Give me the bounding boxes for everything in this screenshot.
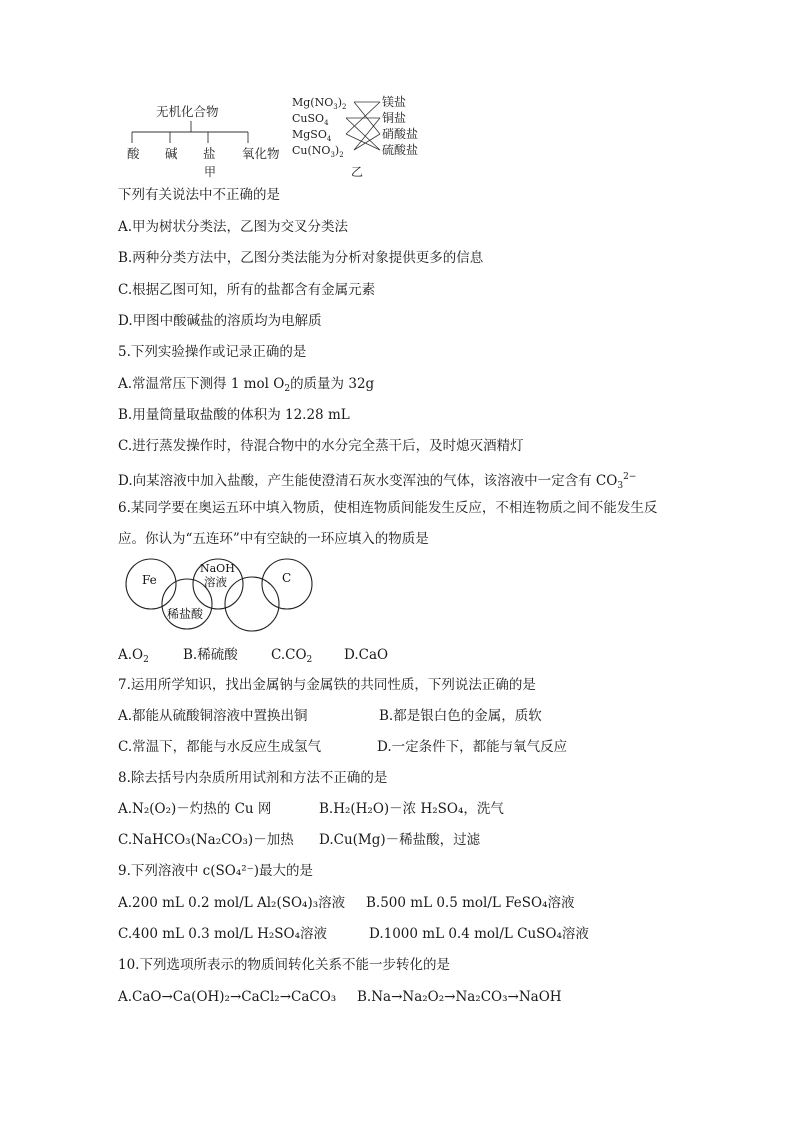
q5-stem: 5.下列实验操作或记录正确的是 [118,344,307,360]
q7-option-b: B.都是银白色的金属，质软 [379,708,542,724]
svg-text:CuSO4: CuSO$_4$ [292,112,329,127]
svg-text:Cu(NO3)2: $Cu(NO_3)_2$ [292,144,344,159]
tree-leaf-acid: 酸 [127,146,140,161]
cross-right-nitrate: 硝酸盐 [382,127,419,141]
q9-options-row2 [118,925,678,943]
q4-stem: 下列有关说法中不正确的是 [118,187,280,203]
q6-option-a: $A.O_2$ [118,647,149,665]
svg-text:MgSO4: MgSO$_4$ [292,128,332,143]
q9-options-row1 [118,894,678,912]
q4-option-b: B.两种分类方法中，乙图分类法能为分析对象提供更多的信息 [118,250,484,266]
tree-leaf-oxide: 氧化物 [242,146,280,161]
cross-left-item [292,96,346,111]
q8-option-c: C.NaHCO₃(Na₂CO₃)－加热 [118,832,294,848]
q10-options [118,988,678,1006]
q5-option-c: C.进行蒸发操作时，待混合物中的水分完全蒸干后，及时熄灭酒精灯 [118,438,524,454]
q6-option-b: B.稀硫酸 [183,647,238,663]
cross-left-item [292,112,329,127]
q7-option-d: D.一定条件下，都能与氧气反应 [377,739,568,755]
q9-option-d: D.1000 mL 0.4 mol/L CuSO₄溶液 [369,926,589,942]
q7-option-a: A.都能从硫酸铜溶液中置换出铜 [118,708,308,724]
tree-root: 无机化合物 [156,104,219,119]
q4-option-c: C.根据乙图可知，所有的盐都含有金属元素 [118,282,376,298]
tree-leaf-base: 碱 [165,146,178,161]
classification-figure [118,88,448,180]
ring-naoh-label-2: 溶液 [204,575,227,589]
ring-hcl-label: 稀盐酸 [167,607,204,621]
q9-option-b: B.500 mL 0.5 mol/L FeSO₄溶液 [366,895,575,911]
q9-option-c: C.400 mL 0.3 mol/L H₂SO₄溶液 [118,926,327,942]
q4-option-d: D.甲图中酸碱盐的溶质均为电解质 [118,313,322,329]
svg-text:Mg(NO3)2: $Mg(NO_3)_2$ [292,96,347,111]
cross-right-sulfate: 硫酸盐 [382,143,419,157]
q9-option-a: A.200 mL 0.2 mol/L Al₂(SO₄)₃溶液 [118,895,346,911]
cross-left-item [292,128,332,143]
q8-option-d: D.Cu(Mg)－稀盐酸，过滤 [319,832,481,848]
q4-option-a: A.甲为树状分类法，乙图为交叉分类法 [118,219,349,235]
q7-option-c: C.常温下，都能与水反应生成氢气 [118,739,322,755]
q8-options-row1 [118,800,678,818]
q5-option-b: B.用量筒量取盐酸的体积为 12.28 mL [118,407,350,423]
q6-stem-line2: 应。你认为“五连环”中有空缺的一环应填入的物质是 [118,531,429,547]
q8-option-a: A.N₂(O₂)－灼热的 Cu 网 [118,801,272,817]
olympic-rings-figure [122,556,322,638]
q10-stem: 10.下列选项所表示的物质间转化关系不能一步转化的是 [118,957,450,973]
tree-caption: 甲 [204,165,217,179]
q6-option-c: $C.CO_2$ [271,647,313,665]
q10-option-b: B.Na→Na₂O₂→Na₂CO₃→NaOH [357,989,562,1005]
q8-stem: 8.除去括号内杂质所用试剂和方法不正确的是 [118,770,388,786]
q6-stem-line1: 6.某同学要在奥运五环中填入物质，使相连物质间能发生反应，不相连物质之间不能发生反 [118,500,658,516]
cross-connectors [346,102,380,150]
cross-right-copper-salt: 铜盐 [382,111,407,125]
tree-leaf-salt: 盐 [203,146,216,161]
cross-right-magnesium-salt: 镁盐 [382,95,407,109]
q5-option-a: A.常温常压下测得 1 mol $O_2$的质量为 32g [118,376,375,394]
cross-caption: 乙 [351,165,364,179]
cross-left-item [292,144,344,159]
q8-option-b: B.H₂(H₂O)－浓 H₂SO₄，洗气 [319,801,504,817]
ring-fe-label: Fe [142,573,157,587]
q10-option-a: A.CaO→Ca(OH)₂→CaCl₂→CaCO₃ [118,989,337,1005]
q7-options-row1 [118,707,678,725]
q6-options [118,646,518,664]
q7-options-row2 [118,738,678,756]
ring-naoh-label-1: NaOH [200,562,235,575]
q5-option-d: D.向某溶液中加入盐酸，产生能使澄清石灰水变浑浊的气体，该溶液中一定含有 $CO_3^{2-}$ [118,472,637,491]
ring-c-label: C [282,571,292,585]
q6-option-d: D.CaO [344,647,389,663]
q9-stem: 9.下列溶液中 c(SO₄²⁻)最大的是 [118,863,314,879]
q8-options-row2 [118,831,678,849]
q7-stem: 7.运用所学知识，找出金属钠与金属铁的共同性质，下列说法正确的是 [118,677,536,693]
